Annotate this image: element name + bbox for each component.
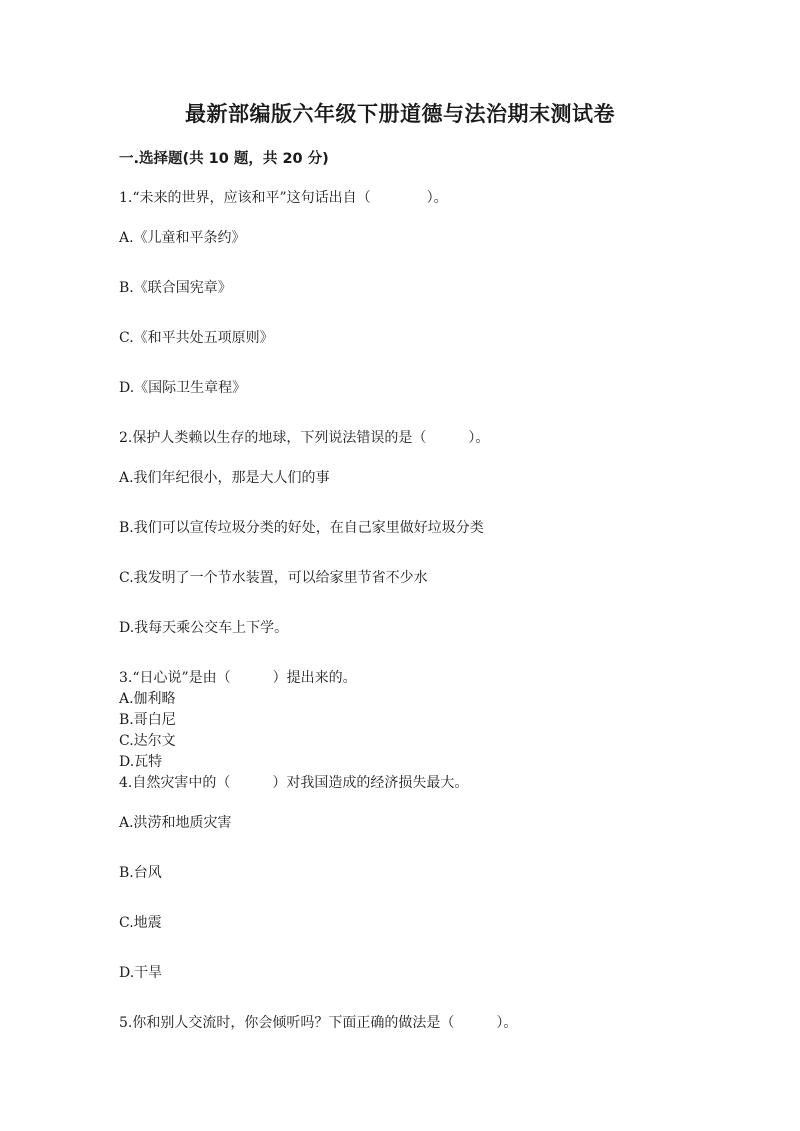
question-3-option-d: D.瓦特 xyxy=(119,754,163,770)
section-heading: 一.选择题(共 10 题，共 20 分) xyxy=(119,151,329,167)
question-1-option-a: A.《儿童和平条约》 xyxy=(119,230,246,246)
question-1-option-c: C.《和平共处五项原则》 xyxy=(119,330,274,346)
question-3-stem: 3.“日心说”是由（ ）提出来的。 xyxy=(119,670,357,686)
question-4-option-a: A.洪涝和地质灾害 xyxy=(119,815,232,831)
question-2-option-a: A.我们年纪很小，那是大人们的事 xyxy=(119,470,330,486)
question-1-option-d: D.《国际卫生章程》 xyxy=(119,380,247,396)
question-2-stem: 2.保护人类赖以生存的地球，下列说法错误的是（ ）。 xyxy=(119,430,490,446)
question-1-option-b: B.《联合国宪章》 xyxy=(119,280,232,296)
question-4-option-d: D.干旱 xyxy=(119,965,163,981)
question-3-option-a: A.伽利略 xyxy=(119,691,176,707)
question-1-stem: 1.“未来的世界，应该和平”这句话出自（ ）。 xyxy=(119,190,448,206)
question-2-option-b: B.我们可以宣传垃圾分类的好处，在自己家里做好垃圾分类 xyxy=(119,520,484,536)
question-3-option-b: B.哥白尼 xyxy=(119,712,176,728)
question-2-option-c: C.我发明了一个节水装置，可以给家里节省不少水 xyxy=(119,570,428,586)
question-4-option-c: C.地震 xyxy=(119,915,162,931)
question-4-option-b: B.台风 xyxy=(119,865,162,881)
page-title: 最新部编版六年级下册道德与法治期末测试卷 xyxy=(185,102,615,126)
question-3-option-c: C.达尔文 xyxy=(119,733,176,749)
question-4-stem: 4.自然灾害中的（ ）对我国造成的经济损失最大。 xyxy=(119,775,469,791)
question-2-option-d: D.我每天乘公交车上下学。 xyxy=(119,620,289,636)
question-5-stem: 5.你和别人交流时，你会倾听吗？下面正确的做法是（ ）。 xyxy=(119,1015,518,1031)
